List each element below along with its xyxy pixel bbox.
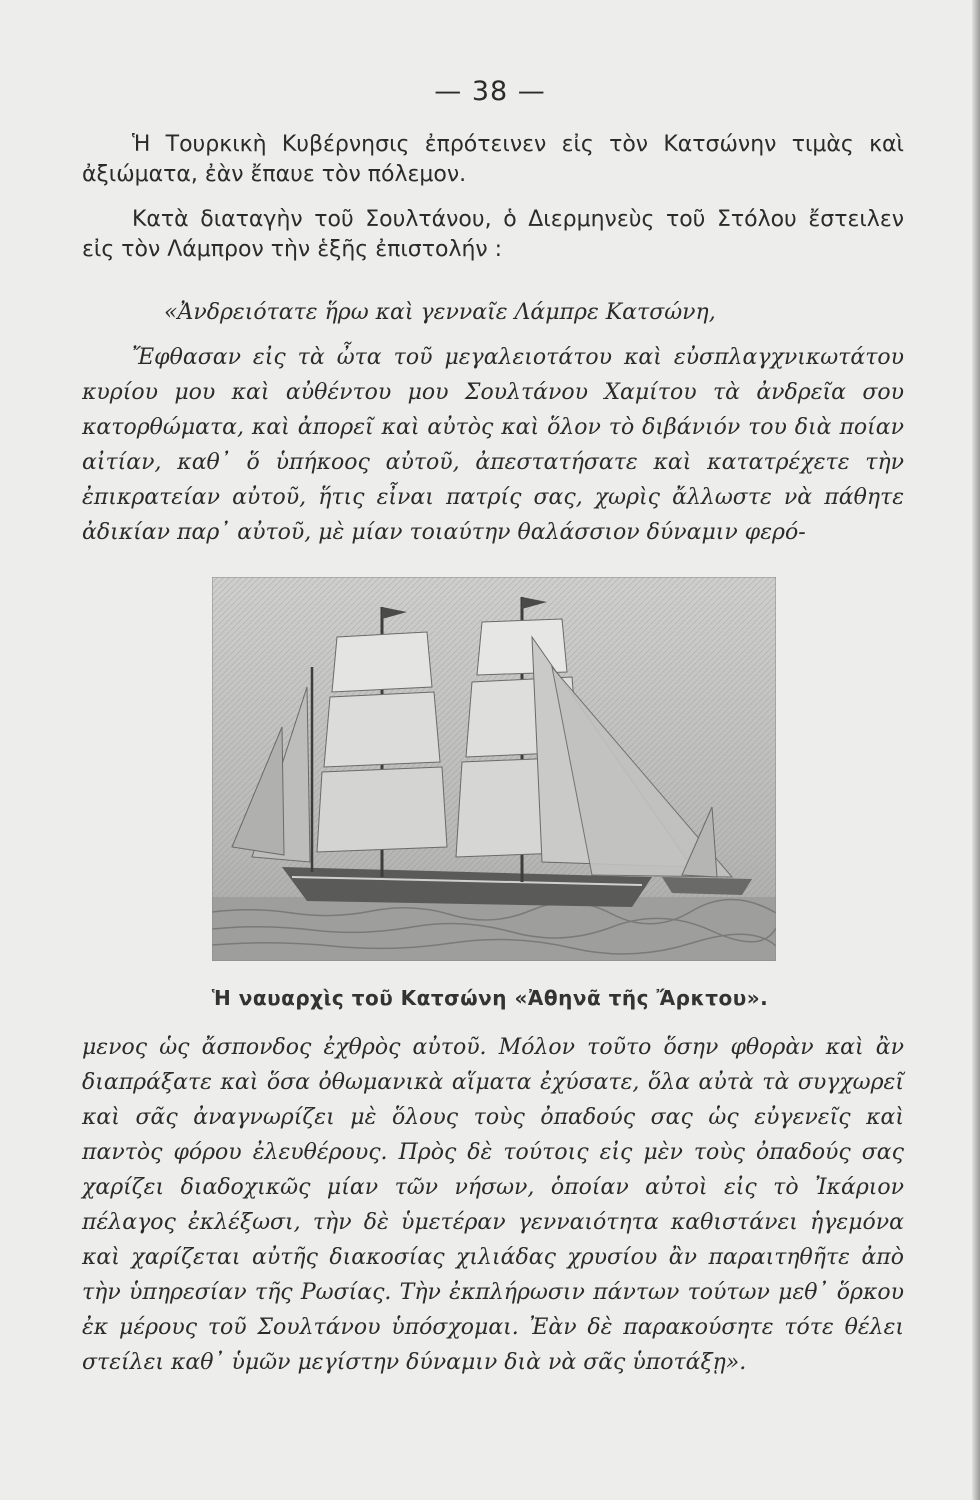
ship-illustration [212, 577, 776, 961]
letter-text-part1: Ἔφθασαν εἰς τὰ ὦτα τοῦ μεγαλειοτάτου καὶ εὐσπλαγχνικωτάτου κυρίου μου καὶ αὐθέντου μου Σουλτάνου Χαμίτου τὰ ἀνδρεῖα σου κατορθώματα, καὶ ἀπορεῖ καὶ αὐτὸς καὶ ὅλον τὸ διβάνιόν του διὰ ποίαν αἰτίαν, καθ᾽ ὅ ὑπήκοος αὐτοῦ, ἀπεστατήσατε καὶ κατατρέχετε τὴν ἐπικρατείαν αὐτοῦ, ἥτις εἶναι πατρίς σας, χωρὶς ἄλλωστε νὰ πάθητε ἀδικίαν παρ᾽ αὐτοῦ, μὲ μίαν τοιαύτην θαλάσσιον δύναμιν φερό- [82, 345, 904, 545]
paragraph-turkish-government: Ἡ Τουρκικὴ Κυβέρνησις ἐπρότεινεν εἰς τὸν Κατσώνην τιμὰς καὶ ἀξιώματα, ἐὰν ἔπαυε τὸν πόλεμον. [82, 132, 904, 187]
letter-text-part2: μενος ὡς ἄσπονδος ἐχθρὸς αὐτοῦ. Μόλον τοῦτο ὅσην φθορὰν καὶ ἂν διαπράξατε καὶ ὅσα ὀθωμανικὰ αἵματα ἐχύσατε, ὅλα αὐτὰ τὰ συγχωρεῖ καὶ σᾶς ἀναγνωρίζει μὲ ὅλους τοὺς ὀπαδούς σας ὡς εὐγενεῖς καὶ παντὸς φόρου ἐλευθέρους. Πρὸς δὲ τούτοις εἰς μὲν τοὺς ὀπαδούς σας χαρίζει διαδοχικῶς μίαν τῶν νήσων, ὁποίαν αὐτοὶ εἰς τὸ Ἰκάριον πέλαγος ἐκλέξωσι, τὴν δὲ ὑμετέραν γενναιότητα καθιστάνει ἡγεμόνα καὶ χαρίζεται αὐτῆς διακοσίας χιλιάδας χρυσίου ἂν παραιτηθῆτε ἀπὸ τὴν ὑπηρεσίαν τῆς Ρωσίας. Τὴν ἐκπλήρωσιν πάντων τούτων μεθ᾽ ὅρκου ἐκ μέρους τοῦ Σουλτάνου ὑπόσχομαι. Ἐὰν δὲ παρακούσητε τότε θέλει στείλει καθ᾽ ὑμῶν μεγίστην δύναμιν διὰ νὰ σᾶς ὑποτάξῃ». [82, 1035, 904, 1375]
page-number: — 38 — [434, 76, 546, 107]
letter-salutation: «Ἀνδρειότατε ἥρω καὶ γενναῖε Λάμπρε Κατσώνη, [164, 300, 716, 325]
figure-caption: Ἡ ναυαρχὶς τοῦ Κατσώνη «Ἀθηνᾶ τῆς Ἄρκτου». [211, 986, 769, 1010]
page-edge-shadow [972, 0, 980, 1500]
paragraph-sultan-order: Κατὰ διαταγὴν τοῦ Σουλτάνου, ὁ Διερμηνεὺς τοῦ Στόλου ἔστειλεν εἰς τὸν Λάμπρον τὴν ἑξῆς ἐπιστολήν : [82, 207, 904, 262]
sailing-ship-engraving-icon [212, 577, 776, 961]
